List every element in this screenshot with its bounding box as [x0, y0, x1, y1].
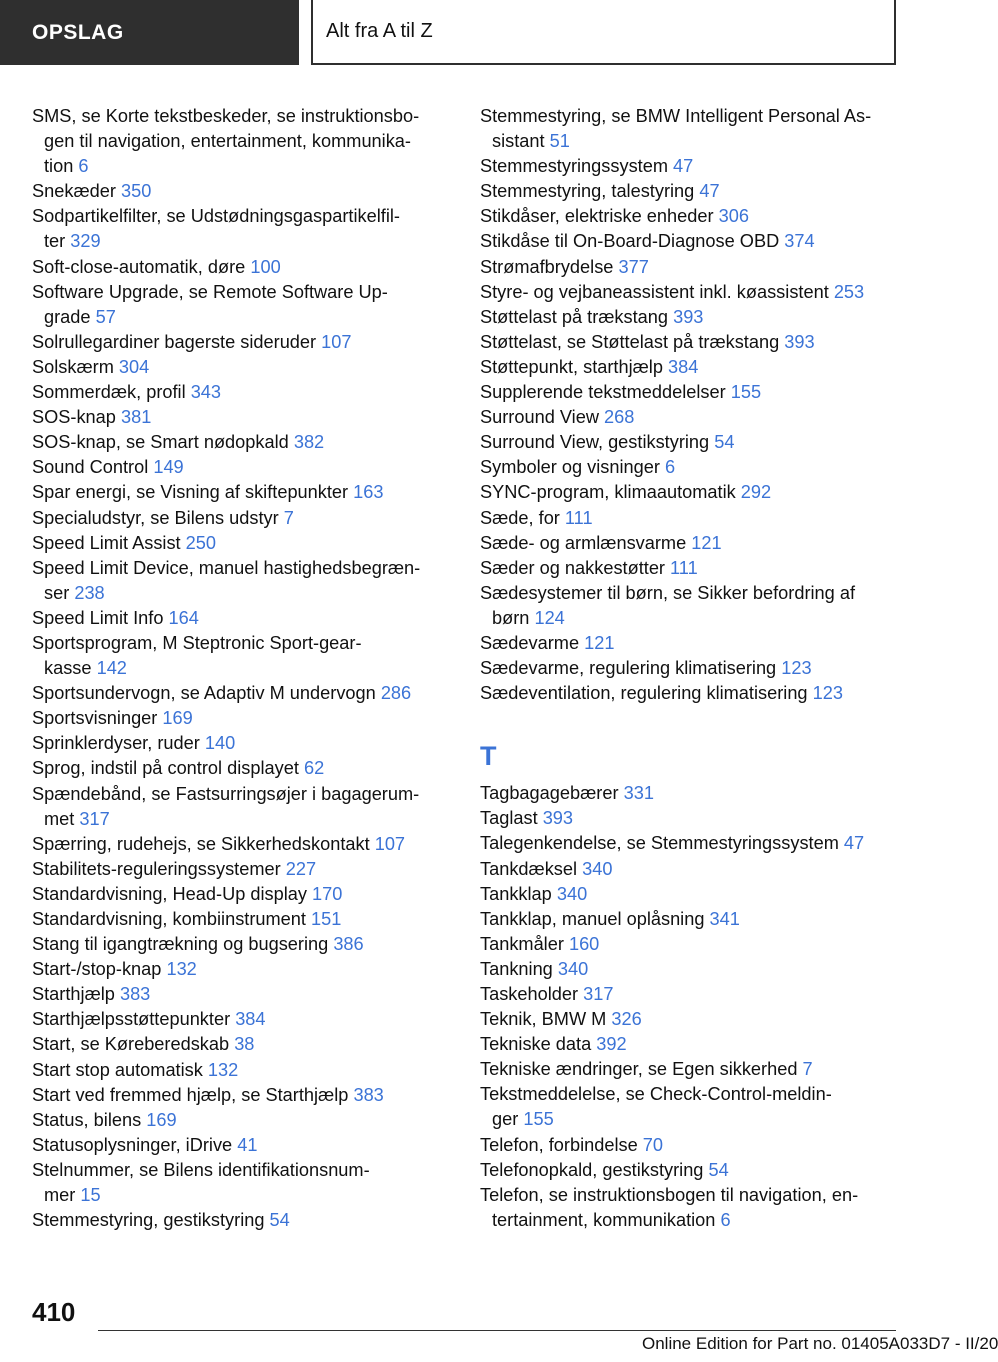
entry-text: Speed Limit Assist — [32, 532, 186, 553]
page-link[interactable]: 100 — [250, 256, 281, 277]
index-entry — [32, 1007, 450, 1032]
entry-text: Spændebånd, se Fastsurringsøjer i bagagerum- — [32, 783, 420, 804]
page-link[interactable]: 169 — [146, 1109, 177, 1130]
page-link[interactable]: 107 — [321, 331, 352, 352]
entry-text: Stemmestyring, gestikstyring — [32, 1210, 270, 1231]
index-entry — [480, 957, 900, 982]
entry-text: Start, se Køreberedskab — [32, 1034, 235, 1055]
index-entry — [480, 882, 900, 907]
page-link[interactable]: 393 — [673, 306, 704, 327]
entry-text: gen til navigation, entertainment, kommunika- — [44, 131, 411, 152]
entry-text: Stemmestyring, talestyring — [480, 181, 700, 202]
page-link[interactable]: 268 — [604, 407, 635, 428]
page-link[interactable]: 169 — [162, 708, 193, 729]
entry-text: Sprog, indstil på control displayet — [32, 758, 304, 779]
index-entry — [32, 255, 450, 280]
entry-text: Stemmestyringssystem — [480, 156, 674, 177]
page-link[interactable]: 47 — [699, 181, 720, 202]
entry-text: Speed Limit Info — [32, 607, 169, 628]
entry-text: Teknik, BMW M — [480, 1009, 612, 1030]
entry-text: Sædesystemer til børn, se Sikker befordring af — [480, 582, 856, 603]
entry-text: Stikdåser, elektriske enheder — [480, 206, 719, 227]
entry-text: Sæde, for — [480, 507, 565, 528]
edition-note: Online Edition for Part no. 01405A033D7 - II/20 — [642, 1334, 998, 1353]
page-link[interactable]: 304 — [118, 356, 150, 377]
page-link[interactable]: 54 — [714, 432, 735, 453]
page-link[interactable]: 121 — [584, 632, 615, 653]
entry-text: Sodpartikelfilter, se Udstødningsgaspartikelfil- — [32, 206, 400, 227]
index-entry — [32, 957, 450, 982]
entry-text: Sommerdæk, profil — [32, 382, 191, 403]
index-entry — [32, 280, 450, 330]
index-entry — [480, 506, 900, 531]
page-link[interactable]: 62 — [303, 758, 325, 779]
entry-text: Solskærm — [32, 356, 119, 377]
index-entry — [32, 355, 450, 380]
index-entry — [480, 154, 900, 179]
page-link[interactable]: 57 — [95, 306, 116, 327]
page-link[interactable]: 107 — [374, 833, 406, 854]
entry-text: Stabilitets-reguleringssystemer — [32, 858, 286, 879]
page-link[interactable]: 343 — [190, 382, 222, 403]
index-entry — [480, 982, 900, 1007]
page-link[interactable]: 326 — [611, 1009, 642, 1030]
entry-text: Sæde- og armlænsvarme — [480, 532, 692, 553]
index-entry — [32, 1133, 450, 1158]
index-entry — [32, 1032, 450, 1057]
entry-text: Sædeventilation, regulering klimatisering — [480, 683, 813, 704]
page-link[interactable]: 170 — [312, 883, 343, 904]
entry-text: Spærring, rudehejs, se Sikkerhedskontakt — [32, 833, 375, 854]
index-entry — [32, 104, 450, 179]
index-entry — [480, 806, 900, 831]
page-link[interactable]: 15 — [80, 1185, 101, 1206]
entry-text: Starthjælpsstøttepunkter — [32, 1009, 236, 1030]
index-entry — [480, 229, 900, 254]
index-entry — [480, 831, 900, 856]
entry-text: Sædevarme, regulering klimatisering — [480, 658, 782, 679]
entry-text: Sportsundervogn, se Adaptiv M undervogn — [32, 683, 381, 704]
entry-text: Telefon, se instruktionsbogen til navigation, en- — [480, 1184, 859, 1205]
index-entry — [480, 179, 900, 204]
section-letter: T — [480, 741, 497, 772]
page-link[interactable]: 124 — [534, 607, 565, 628]
entry-text: Stemmestyring, se BMW Intelligent Personal As- — [480, 106, 872, 126]
index-group-t — [480, 781, 900, 1233]
index-entry — [480, 430, 900, 455]
index-entry — [480, 556, 900, 581]
index-entry — [32, 1158, 450, 1208]
entry-text: Solrullegardiner bagerste sideruder — [32, 331, 322, 352]
index-entry — [480, 1082, 900, 1132]
entry-text: Sæder og nakkestøtter — [480, 557, 671, 578]
section-tab — [0, 0, 299, 65]
page-link[interactable]: 6 — [78, 156, 89, 177]
entry-text: Software Upgrade, se Remote Software Up- — [32, 281, 388, 302]
entry-text: Surround View, gestikstyring — [480, 432, 715, 453]
page-link[interactable]: 286 — [380, 683, 412, 704]
index-entry — [480, 932, 900, 957]
page-link[interactable]: 350 — [120, 181, 152, 202]
entry-text: Status, bilens — [32, 1109, 147, 1130]
entry-text: Tekstmeddelelse, se Check-Control-meldin- — [480, 1084, 832, 1105]
page-link[interactable]: 383 — [353, 1084, 384, 1105]
index-entry — [32, 832, 450, 857]
page-number: 410 — [32, 1297, 76, 1327]
page-link[interactable]: 160 — [568, 933, 600, 954]
index-entry — [480, 1158, 900, 1183]
page-link[interactable]: 227 — [285, 858, 317, 879]
entry-text: tertainment, kommunikation — [492, 1209, 721, 1230]
page-link[interactable]: 374 — [784, 231, 815, 252]
index-entry — [32, 982, 450, 1007]
entry-text: Telefonopkald, gestikstyring — [480, 1159, 709, 1180]
entry-text: sistant — [492, 131, 550, 152]
index-entry — [32, 204, 450, 254]
page-link[interactable]: 6 — [720, 1209, 731, 1230]
page-link[interactable]: 164 — [168, 607, 199, 628]
entry-text: Snekæder — [32, 181, 121, 202]
index-entry — [480, 330, 900, 355]
page-link[interactable]: 377 — [618, 256, 649, 277]
entry-text: Strømafbrydelse — [480, 256, 619, 277]
entry-text: ter — [44, 231, 71, 252]
page-link[interactable]: 70 — [642, 1134, 664, 1155]
entry-text: Støttepunkt, starthjælp — [480, 356, 669, 377]
index-entry — [32, 1083, 450, 1108]
entry-text: Statusoplysninger, iDrive — [32, 1134, 238, 1155]
page-link[interactable]: 250 — [185, 532, 217, 553]
entry-text: ger — [492, 1109, 524, 1130]
entry-text: Tekniske data — [480, 1034, 597, 1055]
index-entry — [32, 556, 450, 606]
entry-text: SOS-knap — [32, 407, 121, 428]
index-entry — [32, 506, 450, 531]
page-link[interactable]: 329 — [70, 231, 101, 252]
entry-text: Tankdæksel — [480, 858, 583, 879]
page-link[interactable]: 341 — [709, 908, 740, 929]
page-link[interactable]: 306 — [718, 206, 749, 227]
entry-text: Støttelast på trækstang — [480, 306, 674, 327]
entry-text: Start ved fremmed hjælp, se Starthjælp — [32, 1084, 354, 1105]
index-entry — [32, 882, 450, 907]
entry-text: Spar energi, se Visning af skiftepunkter — [32, 482, 354, 503]
index-entry — [480, 1183, 900, 1233]
page-link[interactable]: 163 — [353, 482, 384, 503]
page-link[interactable]: 340 — [556, 883, 588, 904]
index-entry — [480, 857, 900, 882]
page-link[interactable]: 383 — [119, 984, 151, 1005]
index-entry — [32, 631, 450, 681]
entry-text: Taglast — [480, 808, 543, 829]
entry-text: Supplerende tekstmeddelelser — [480, 382, 731, 403]
page-link[interactable]: 38 — [234, 1034, 255, 1055]
page-link[interactable]: 393 — [784, 331, 815, 352]
index-entry — [32, 531, 450, 556]
page-link[interactable]: 51 — [549, 131, 570, 152]
page-link[interactable]: 292 — [740, 482, 772, 503]
page-link[interactable]: 238 — [74, 582, 105, 603]
page-link[interactable]: 149 — [153, 457, 184, 478]
index-entry — [32, 1058, 450, 1083]
page-link[interactable]: 6 — [665, 457, 676, 478]
index-entry — [32, 430, 450, 455]
page-link[interactable]: 7 — [283, 507, 294, 528]
entry-text: Symboler og visninger — [480, 457, 665, 478]
index-entry — [480, 380, 900, 405]
entry-text: Standardvisning, kombiinstrument — [32, 909, 312, 929]
entry-text: grade — [44, 306, 96, 327]
page-link[interactable]: 340 — [557, 958, 589, 979]
page-link[interactable]: 132 — [207, 1059, 239, 1080]
entry-text: Sprinklerdyser, ruder — [32, 733, 205, 754]
index-entry — [32, 756, 450, 781]
index-entry — [480, 305, 900, 330]
entry-text: Tankning — [480, 958, 558, 979]
entry-text: Soft-close-automatik, døre — [32, 256, 251, 277]
page-link[interactable]: 142 — [96, 658, 127, 679]
page-link[interactable]: 253 — [833, 281, 865, 302]
page-link[interactable]: 331 — [623, 783, 654, 804]
entry-text: Tagbagagebærer — [480, 783, 624, 804]
index-entry — [32, 782, 450, 832]
entry-text: Starthjælp — [32, 984, 120, 1005]
index-entry — [32, 455, 450, 480]
entry-text: Start stop automatisk — [32, 1059, 208, 1080]
entry-text: børn — [492, 607, 535, 628]
page-link[interactable]: 7 — [802, 1059, 813, 1080]
entry-text: SYNC-program, klimaautomatik — [480, 482, 741, 503]
entry-text: ser — [44, 582, 75, 603]
chapter-title: Alt fra A til Z — [326, 20, 433, 42]
page-link[interactable]: 392 — [596, 1034, 627, 1055]
page-link[interactable]: 151 — [311, 909, 342, 929]
index-entry — [480, 1032, 900, 1057]
page-link[interactable]: 381 — [120, 407, 152, 428]
page-link[interactable]: 382 — [293, 432, 325, 453]
page-link[interactable]: 123 — [781, 658, 812, 679]
page-link[interactable]: 47 — [673, 156, 694, 177]
page-link[interactable]: 384 — [668, 356, 699, 377]
index-entry — [480, 355, 900, 380]
index-entry — [480, 255, 900, 280]
chapter-header — [311, 0, 896, 65]
page-link[interactable]: 384 — [235, 1009, 266, 1030]
entry-text: Stikdåse til On-Board-Diagnose OBD — [480, 231, 785, 252]
index-entry — [32, 731, 450, 756]
index-group-s — [480, 104, 900, 706]
entry-text: Stelnummer, se Bilens identifikationsnum- — [32, 1159, 370, 1180]
page-link[interactable]: 155 — [523, 1109, 554, 1130]
entry-text: Sportsvisninger — [32, 708, 163, 729]
index-column-left — [32, 104, 450, 1233]
entry-text: SMS, se Korte tekstbeskeder, se instruktionsbo- — [32, 106, 420, 126]
index-entry — [480, 656, 900, 681]
entry-text: Specialudstyr, se Bilens udstyr — [32, 507, 284, 528]
footer-divider — [98, 1330, 896, 1331]
index-entry — [32, 932, 450, 957]
index-entry — [32, 330, 450, 355]
entry-text: Talegenkendelse, se Stemmestyringssystem — [480, 833, 844, 854]
entry-text: Støttelast, se Støttelast på trækstang — [480, 331, 785, 352]
page-link[interactable]: 155 — [730, 382, 762, 403]
index-entry — [480, 907, 900, 932]
page-link[interactable]: 393 — [542, 808, 574, 829]
index-entry — [480, 1133, 900, 1158]
page-link[interactable]: 317 — [79, 808, 110, 829]
entry-text: Tankklap — [480, 883, 557, 904]
entry-text: Styre- og vejbaneassistent inkl. køassistent — [480, 281, 834, 302]
entry-text: Stang til igangtrækning og bugsering — [32, 934, 334, 955]
index-entry — [32, 907, 450, 932]
index-entry — [480, 455, 900, 480]
entry-text: Telefon, forbindelse — [480, 1134, 643, 1155]
index-entry — [32, 706, 450, 731]
entry-text: Tankmåler — [480, 933, 569, 954]
page-link[interactable]: 386 — [333, 934, 364, 955]
entry-text: Standardvisning, Head-Up display — [32, 883, 313, 904]
index-entry — [32, 405, 450, 430]
index-entry — [480, 1057, 900, 1082]
index-entry — [480, 631, 900, 656]
index-entry — [480, 104, 900, 154]
entry-text: tion — [44, 156, 79, 177]
index-entry — [480, 781, 900, 806]
index-entry — [32, 681, 450, 706]
entry-text: Tekniske ændringer, se Egen sikkerhed — [480, 1059, 803, 1080]
page-link[interactable]: 54 — [269, 1210, 290, 1231]
index-entry — [32, 480, 450, 505]
entry-text: Surround View — [480, 407, 605, 428]
page-link[interactable]: 41 — [237, 1134, 258, 1155]
index-entry — [32, 179, 450, 204]
index-entry — [480, 531, 900, 556]
index-entry — [480, 204, 900, 229]
page-link[interactable]: 132 — [166, 959, 197, 980]
index-entry — [480, 1007, 900, 1032]
entry-text: met — [44, 808, 80, 829]
entry-text: Tankklap, manuel oplåsning — [480, 908, 710, 929]
page-link[interactable]: 317 — [583, 984, 614, 1004]
index-entry — [480, 681, 900, 706]
entry-text: Sound Control — [32, 457, 154, 478]
entry-text: Sportsprogram, M Steptronic Sport-gear- — [32, 632, 362, 653]
entry-text: Start-/stop-knap — [32, 959, 167, 980]
entry-text: SOS-knap, se Smart nødopkald — [32, 432, 294, 453]
page-link[interactable]: 340 — [582, 858, 613, 879]
index-entry — [480, 480, 900, 505]
page-link[interactable]: 111 — [564, 507, 593, 528]
page-link[interactable]: 140 — [204, 733, 236, 754]
entry-text: mer — [44, 1185, 81, 1206]
index-entry — [480, 280, 900, 305]
index-entry — [480, 405, 900, 430]
entry-text: Taskeholder — [480, 984, 584, 1004]
entry-text: Sædevarme — [480, 632, 585, 653]
index-entry — [480, 581, 900, 631]
page-link[interactable]: 123 — [812, 683, 843, 704]
index-entry — [32, 1108, 450, 1133]
page-link[interactable]: 121 — [691, 532, 722, 553]
section-title: OPSLAG — [32, 20, 124, 44]
index-entry — [32, 1208, 450, 1233]
entry-text: Speed Limit Device, manuel hastighedsbegræn- — [32, 557, 421, 578]
page-link[interactable]: 111 — [670, 557, 698, 578]
index-entry — [32, 857, 450, 882]
index-entry — [32, 380, 450, 405]
index-column-right — [480, 104, 900, 1233]
page-link[interactable]: 47 — [843, 833, 865, 854]
entry-text: kasse — [44, 658, 97, 679]
page-link[interactable]: 54 — [708, 1159, 729, 1180]
index-entry — [32, 606, 450, 631]
